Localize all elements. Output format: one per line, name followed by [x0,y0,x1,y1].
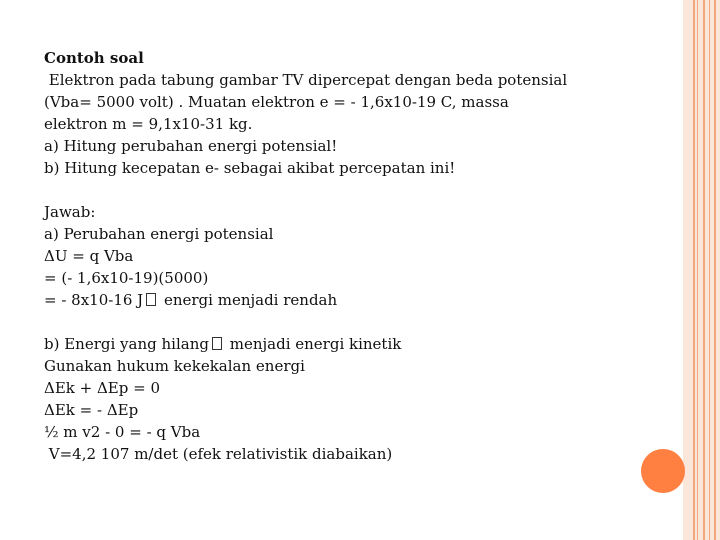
answer-b-title-left: b) Energi yang hilang [44,335,209,353]
decorative-circle [641,449,685,493]
answer-b-title [44,333,644,355]
answer-label: Jawab: [44,203,96,221]
answer-b-title-right: menjadi energi kinetik [224,335,402,353]
decorative-stripe [703,0,705,540]
problem-line: Elektron pada tabung gambar TV dipercepat dengan beda potensial [44,71,568,89]
answer-b-result: V=4,2 107 m/det (efek relativistik diabaikan) [44,445,393,463]
answer-a-result-note: energi menjadi rendah [159,291,338,309]
decorative-stripe [709,0,710,540]
answer-a-result-value: = - 8x10-16 J [44,291,144,309]
slide-content [44,47,644,465]
answer-b-equation: ΔEk = - ΔEp [44,401,139,419]
answer-b-equation: ΔEk + ΔEp = 0 [44,379,161,397]
answer-a-result [44,289,644,311]
spacer [44,179,644,201]
problem-line: elektron m = 9,1x10-31 kg. [44,115,253,133]
problem-question-a: a) Hitung perubahan energi potensial! [44,137,338,155]
decorative-stripe [693,0,695,540]
slide-heading: Contoh soal [44,49,144,67]
arrow-placeholder-icon [146,293,156,306]
answer-b-law: Gunakan hukum kekekalan energi [44,357,305,375]
answer-a-title: a) Perubahan energi potensial [44,225,274,243]
spacer [44,311,644,333]
decorative-stripe [714,0,716,540]
arrow-placeholder-icon [212,337,222,350]
answer-b-equation: ½ m v2 - 0 = - q Vba [44,423,201,441]
problem-line: (Vba= 5000 volt) . Muatan elektron e = - 1,6x10-19 C, massa [44,93,509,111]
problem-question-b: b) Hitung kecepatan e- sebagai akibat percepatan ini! [44,159,456,177]
answer-a-equation: ΔU = q Vba [44,247,134,265]
decorative-stripe [697,0,698,540]
answer-a-equation: = (- 1,6x10-19)(5000) [44,269,209,287]
